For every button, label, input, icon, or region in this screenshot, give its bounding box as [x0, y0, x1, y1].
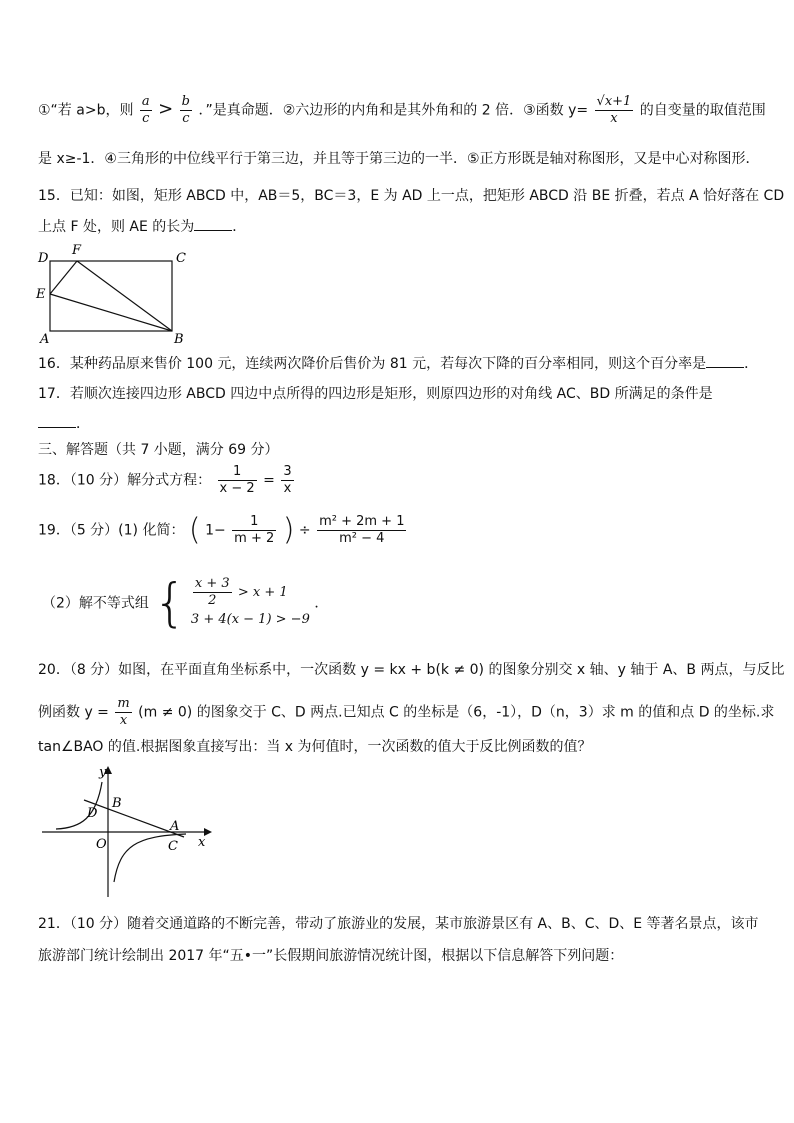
- frac-den: x: [610, 111, 618, 126]
- statement-2-text: ．”是真命题．②六边形的内角和是其外角和的 2 倍．③函数 y=: [198, 102, 589, 119]
- statement-line-1: [38, 94, 766, 127]
- right-paren: ): [282, 512, 295, 548]
- q16: [38, 354, 758, 374]
- frac-num: 1: [232, 514, 276, 531]
- q16-end: ．: [744, 356, 759, 372]
- equals-sign: =: [263, 472, 275, 489]
- label-d: D: [38, 251, 49, 266]
- frac-num: 1: [218, 464, 257, 481]
- label-a: A: [40, 332, 50, 347]
- greater-than-sign: >: [158, 98, 174, 120]
- label-d: D: [87, 806, 98, 821]
- q19-end: ．: [314, 595, 329, 612]
- inequality-2: 3 + 4(x − 1) > −9: [190, 612, 310, 627]
- q18: [38, 464, 296, 497]
- q20-fraction: [115, 696, 131, 729]
- q20-line-2-a: 例函数 y =: [38, 704, 109, 721]
- q17-line-1: 17．若顺次连接四边形 ABCD 四边中点所得的四边形是矩形，则原四边形的对角线 AC、BD 所满足的条件是: [38, 386, 713, 402]
- section-heading: 三、解答题（共 7 小题，满分 69 分）: [38, 442, 279, 458]
- statement-3-text: 的自变量的取值范围: [639, 102, 766, 119]
- frac-den: m² − 4: [339, 531, 385, 546]
- q20-line-2: [38, 696, 774, 729]
- frac-num: b: [181, 94, 190, 109]
- ineq1-fraction: [193, 576, 232, 609]
- label-b: B: [174, 332, 184, 347]
- left-paren: (: [188, 512, 201, 548]
- coordinate-graph: [36, 762, 216, 902]
- frac-num: a: [141, 94, 150, 109]
- q15-line-2: [38, 217, 246, 237]
- frac-den: m + 2: [234, 531, 275, 546]
- label-o: O: [96, 837, 107, 852]
- statement-line-2: 是 x≥-1．④三角形的中位线平行于第三边，并且等于第三边的一半．⑤正方形既是轴对称图形，又是中心对称图形．: [38, 151, 760, 167]
- q19-part1: [38, 514, 408, 547]
- answer-blank: [38, 415, 76, 428]
- label-x: x: [198, 835, 206, 850]
- q18-text: 18．（10 分）解分式方程：: [38, 472, 212, 489]
- answer-blank: [706, 355, 744, 368]
- label-a: A: [170, 819, 180, 834]
- q19-outer-fraction: [317, 514, 406, 547]
- rectangle-figure: [32, 240, 202, 348]
- frac-num: 3: [283, 464, 292, 479]
- q19-part2: [42, 573, 329, 634]
- frac-num: x + 3: [194, 576, 230, 591]
- label-b: B: [112, 796, 122, 811]
- fraction-b-over-c: [180, 94, 192, 127]
- frac-den: 2: [208, 593, 217, 608]
- frac-num: m² + 2m + 1: [319, 514, 405, 529]
- q20-line-3: tan∠BAO 的值.根据图象直接写出：当 x 为何值时，一次函数的值大于反比例函数的值？: [38, 739, 592, 755]
- ineq1-rest: > x + 1: [237, 585, 288, 600]
- label-c: C: [176, 251, 186, 266]
- system-brace: {: [153, 573, 187, 634]
- frac-den: c: [142, 111, 150, 126]
- label-f: F: [72, 243, 82, 258]
- answer-blank: [194, 218, 232, 231]
- q15-line-1: 15．已知：如图，矩形 ABCD 中，AB＝5，BC＝3，E 为 AD 上一点，把矩形 ABCD 沿 BE 折叠，若点 A 恰好落在 CD: [38, 188, 785, 204]
- q17-line-2: [38, 414, 90, 434]
- q19-one-minus: 1−: [205, 522, 226, 539]
- q18-rhs-fraction: [281, 464, 293, 497]
- label-e: E: [36, 287, 46, 302]
- q15-line-2-text: 上点 F 处，则 AE 的长为: [38, 219, 195, 235]
- frac-den: x − 2: [219, 481, 255, 496]
- segment-ef: [50, 261, 77, 294]
- label-c: C: [168, 839, 178, 854]
- fraction-a-over-c: [140, 94, 152, 127]
- q17-end: ．: [76, 416, 90, 432]
- division-sign: ÷: [298, 522, 311, 539]
- q21-line-1: 21．（10 分）随着交通道路的不断完善，带动了旅游业的发展，某市旅游景区有 A、B、C、D、E 等著名景点，该市: [38, 916, 759, 932]
- q20-line-1: 20．（8 分）如图，在平面直角坐标系中，一次函数 y = kx + b(k ≠ 0) 的图象分别交 x 轴、y 轴于 A、B 两点，与反比: [38, 662, 785, 678]
- fraction-sqrt: [595, 94, 634, 127]
- inequality-system: [191, 576, 310, 631]
- q19-text: 19．（5 分）(1) 化简：: [38, 522, 185, 539]
- frac-den: c: [182, 111, 190, 126]
- statement-1-text: ①“若 a>b，则: [38, 102, 134, 119]
- frac-num: m: [117, 696, 130, 711]
- q18-lhs-fraction: [218, 464, 257, 497]
- q21-line-2: 旅游部门统计绘制出 2017 年“五•一”长假期间旅游情况统计图，根据以下信息解答下列问题：: [38, 948, 624, 964]
- inequality-1: [191, 576, 310, 609]
- q19-inner-fraction: [232, 514, 276, 547]
- label-y: y: [99, 765, 107, 780]
- q15-end: ．: [232, 219, 247, 235]
- fold-line-eb: [50, 294, 172, 331]
- q16-text: 16．某种药品原来售价 100 元，连续两次降价后售价为 81 元，若每次下降的百分率相同，则这个百分率是: [38, 356, 707, 372]
- segment-fb: [77, 261, 172, 331]
- frac-den: x: [283, 481, 292, 496]
- q20-line-2-b: (m ≠ 0) 的图象交于 C、D 两点.已知点 C 的坐标是（6，-1），D（n，3）求 m 的值和点 D 的坐标.求: [138, 704, 775, 721]
- q19-part2-text: （2）解不等式组: [42, 595, 149, 612]
- frac-den: x: [119, 713, 128, 728]
- frac-num: √x+1: [596, 94, 632, 109]
